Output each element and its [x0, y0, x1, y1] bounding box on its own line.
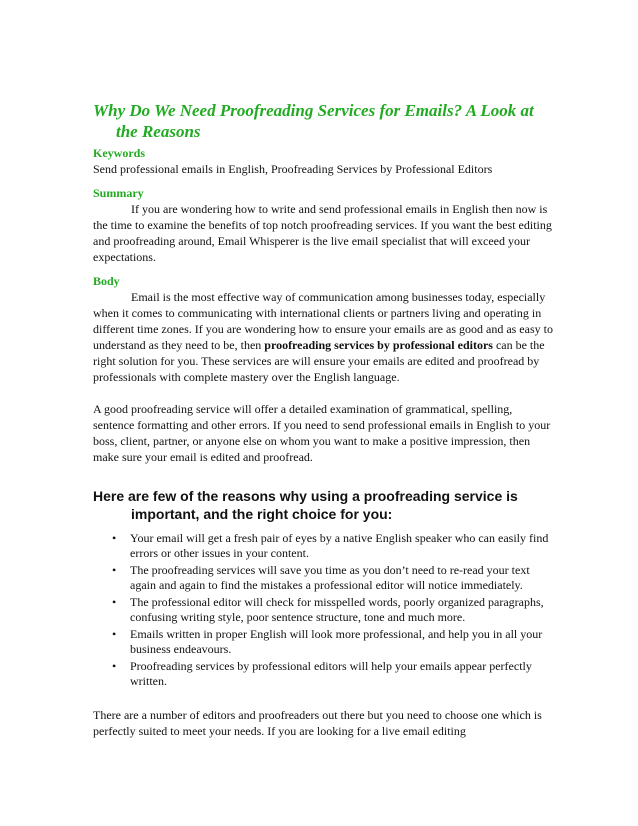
body-label: Body [93, 274, 120, 288]
spacer [93, 465, 553, 487]
document-page [93, 100, 553, 739]
body-paragraph-1 [93, 289, 553, 385]
spacer [93, 385, 553, 401]
list-item [93, 627, 553, 657]
spacer [93, 691, 553, 707]
keywords-label: Keywords [93, 146, 145, 160]
spacer [93, 265, 553, 273]
body-paragraph-1-start: Email is the most effective way of communication among businesses today, especially when it comes to communicating with international clients or partners living and operating in different time zones. If you are wondering how to ensure your emails are as good and as easy to understand as they need to be, then [93, 290, 553, 352]
list-item [93, 659, 553, 689]
bullet-icon: • [112, 563, 117, 577]
list-item-text: The proofreading services will save you time as you don’t need to re-read your text again and again to find the mistakes a professional editor will notice immediately. [130, 563, 530, 592]
list-item [93, 595, 553, 625]
body-paragraph-2: A good proofreading service will offer a detailed examination of grammatical, spelling, sentence formatting and other errors. If you need to send professional emails in English to your boss, client, partner, or anyone else on whom you want to make a positive impression, then make sure your email is edited and proofread. [93, 402, 551, 464]
body-paragraph-1-end: can be the right solution for you. These services are will ensure your emails are edited and proofread by professionals with complete mastery over the English language. [93, 338, 545, 384]
list-item-text: Proofreading services by professional editors will help your emails appear perfectly written. [130, 659, 532, 688]
bullet-icon: • [112, 595, 117, 609]
list-item-text: The professional editor will check for misspelled words, poorly organized paragraphs, confusing writing style, poor sentence structure, tone and much more. [130, 595, 544, 624]
list-item-text: Emails written in proper English will look more professional, and help you in all your business endeavours. [130, 627, 543, 656]
summary-label: Summary [93, 186, 144, 200]
list-item-text: Your email will get a fresh pair of eyes by a native English speaker who can easily find errors or other issues in your content. [130, 531, 549, 560]
closing-paragraph: There are a number of editors and proofreaders out there but you need to choose one which is perfectly suited to meet your needs. If you are looking for a live email editing [93, 708, 542, 738]
reasons-list [93, 531, 553, 689]
reasons-heading: Here are few of the reasons why using a proofreading service is important, and the right choice for you: [93, 488, 518, 522]
list-item [93, 531, 553, 561]
bullet-icon: • [112, 659, 117, 673]
bullet-icon: • [112, 627, 117, 641]
keywords-text: Send professional emails in English, Proofreading Services by Professional Editors [93, 162, 493, 176]
proofreading-services-bold: proofreading services by professional editors [264, 338, 493, 352]
list-item [93, 563, 553, 593]
summary-text: If you are wondering how to write and send professional emails in English then now is the time to examine the benefits of top notch proofreading services. If you want the best editing and proofreading around, Email Whisperer is the live email specialist that will exceed your expectations. [93, 202, 552, 264]
spacer [93, 177, 553, 185]
document-title: Why Do We Need Proofreading Services for Emails? A Look at the Reasons [93, 101, 534, 141]
bullet-icon: • [112, 531, 117, 545]
